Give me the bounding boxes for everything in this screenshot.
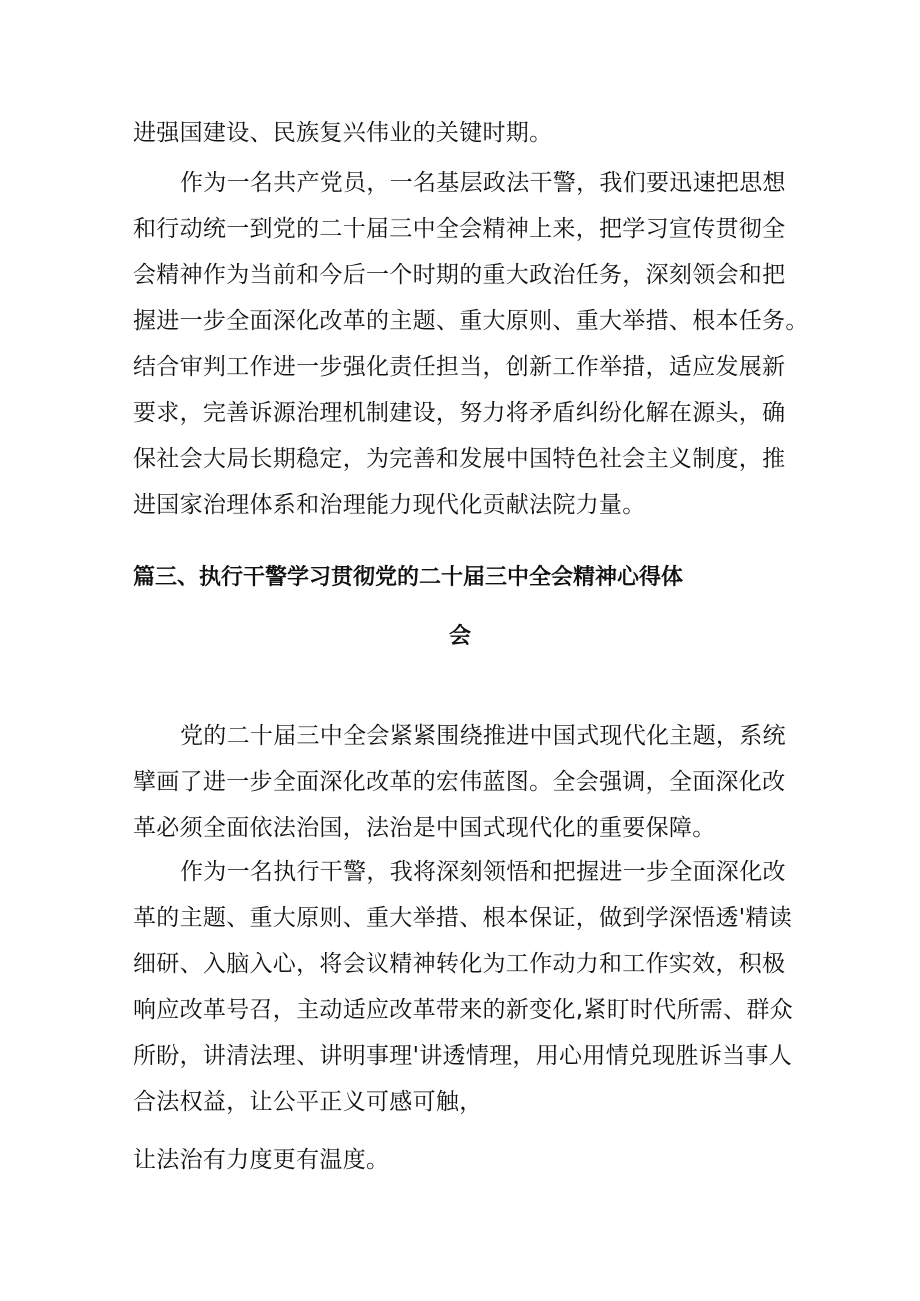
paragraph-line: 党的二十届三中全会紧紧围绕推进中国式现代化主题，系统 [180,723,786,749]
paragraph-line: 保社会大局长期稳定，为完善和发展中国特色社会主义制度，推 [133,446,786,472]
paragraph-line: 进国家治理体系和治理能力现代化贡献法院力量。 [133,492,646,518]
section-title: 篇三、执行干警学习贯彻党的二十届三中全会精神心得体 [133,565,684,590]
paragraph-line: 作为一名执行干警，我将深刻领悟和把握进一步全面深化改 [180,859,786,885]
paragraph-line: 革的主题、重大原则、重大举措、根本保证，做到学深悟透'精读 [133,905,793,931]
paragraph-line: 结合审判工作进一步强化责任担当，创新工作举措，适应发展新 [133,354,786,380]
paragraph-line: 握进一步全面深化改革的主题、重大原则、重大举措、根本任务。 [133,308,809,334]
section-title-continuation: 会 [448,624,471,649]
paragraph-line: 细研、入脑入心，将会议精神转化为工作动力和工作实效，积极 [133,951,786,977]
paragraph-line: 让法治有力度更有温度。 [133,1147,390,1173]
paragraph-line: 响应改革号召，主动适应改革带来的新变化,紧盯时代所需、群众 [133,997,794,1023]
paragraph-line: 擘画了进一步全面深化改革的宏伟蓝图。全会强调，全面深化改 [133,769,786,795]
paragraph-line: 和行动统一到党的二十届三中全会精神上来，把学习宣传贯彻全 [133,216,786,242]
paragraph-line: 革必须全面依法治国，法治是中国式现代化的重要保障。 [133,815,716,841]
paragraph-line: 合法权益，让公平正义可感可触， [133,1089,483,1115]
paragraph-line: 所盼，讲清法理、讲明事理'讲透情理，用心用情兑现胜诉当事人 [133,1043,793,1069]
paragraph-line: 作为一名共产党员，一名基层政法干警，我们要迅速把思想 [180,170,786,196]
paragraph-line: 要求，完善诉源治理机制建设，努力将矛盾纠纷化解在源头，确 [133,400,786,426]
paragraph-line: 会精神作为当前和今后一个时期的重大政治任务，深刻领会和把 [133,262,786,288]
paragraph-line: 进强国建设、民族复兴伟业的关键时期。 [133,120,553,146]
